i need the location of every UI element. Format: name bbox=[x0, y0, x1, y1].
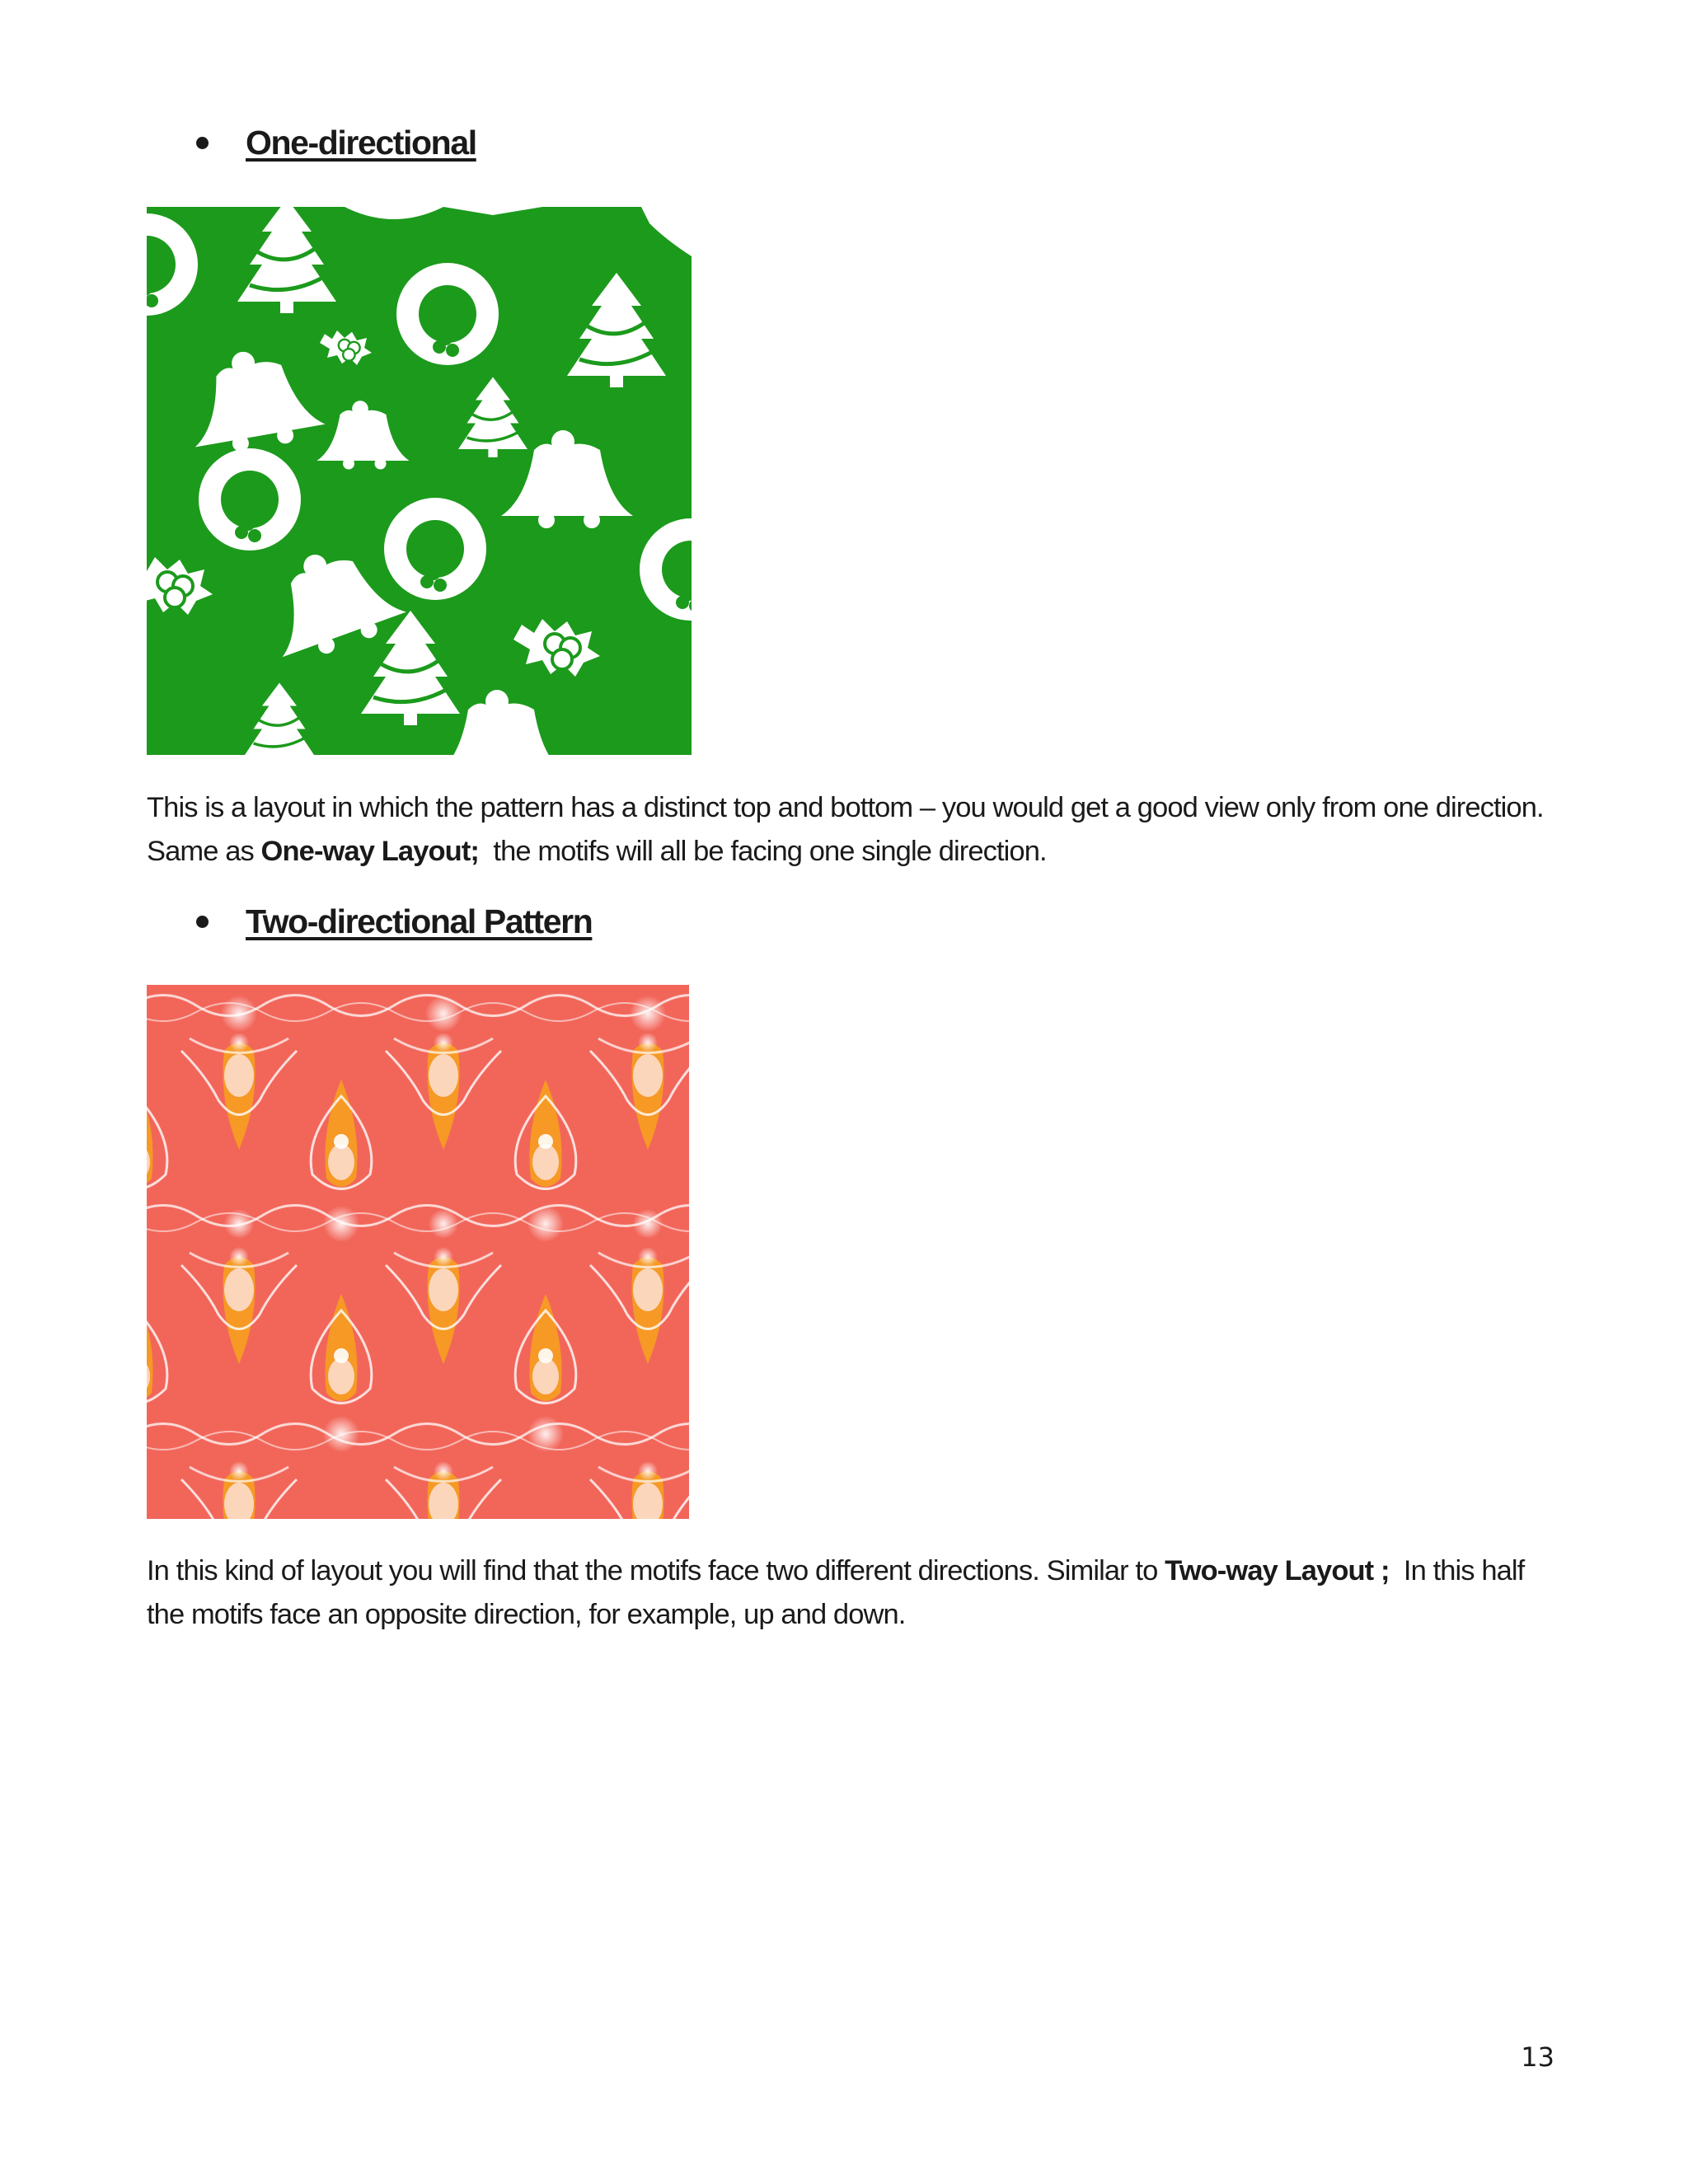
section-paragraph bbox=[147, 786, 1564, 874]
section-heading: Two-directional Pattern bbox=[246, 902, 593, 940]
christmas-pattern-image bbox=[147, 207, 692, 755]
bullet-heading-two-directional bbox=[196, 902, 592, 941]
section-paragraph bbox=[147, 1549, 1564, 1637]
paragraph-line: the motifs face an opposite direction, for example, up and down. bbox=[147, 1599, 906, 1630]
bullet-heading-one-directional bbox=[196, 124, 476, 162]
paragraph-text: In this half bbox=[1389, 1555, 1525, 1586]
bullet-dot bbox=[196, 137, 209, 149]
paragraph-text: Same as bbox=[147, 836, 261, 867]
page-number: 13 bbox=[1521, 2041, 1554, 2073]
bold-term: One-way Layout; bbox=[260, 836, 480, 867]
section-heading: One-directional bbox=[246, 124, 476, 162]
bold-term: Two-way Layout ; bbox=[1165, 1555, 1390, 1586]
paragraph-text: the motifs will all be facing one single direction. bbox=[479, 836, 1047, 867]
paragraph-line: This is a layout in which the pattern has a distinct top and bottom – you would get a good view only from one direction. bbox=[147, 792, 1544, 823]
paragraph-text: In this kind of layout you will find that the motifs face two different directions. Similar to bbox=[147, 1555, 1165, 1586]
ornamental-pattern-image bbox=[147, 985, 689, 1519]
bullet-dot bbox=[196, 916, 209, 928]
